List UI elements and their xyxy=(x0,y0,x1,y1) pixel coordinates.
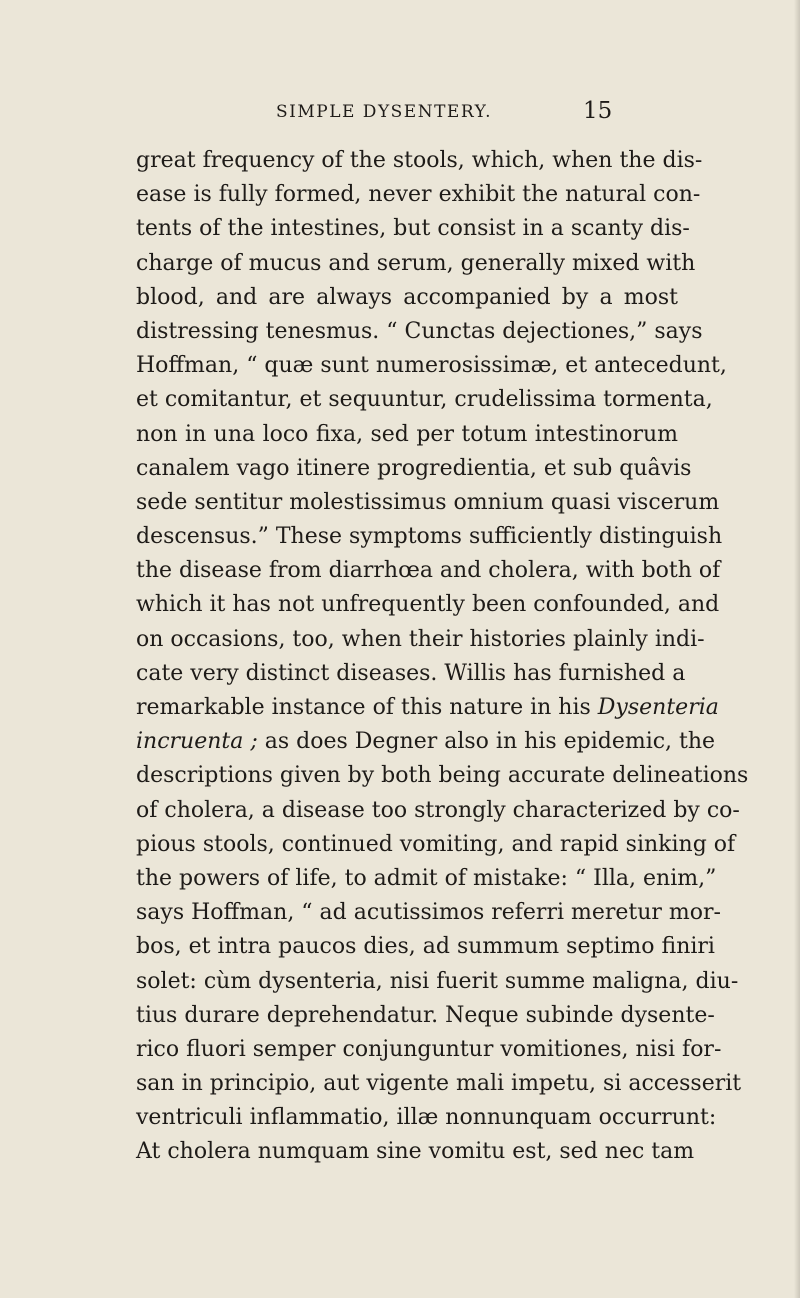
text-line: ventriculi inflammatio, illæ nonnunquam occurrunt: xyxy=(136,1105,717,1131)
text-line: the powers of life, to admit of mistake: “ Illa, enim,” xyxy=(136,865,717,891)
text-line: pious stools, continued vomiting, and rapid sinking of xyxy=(136,831,736,857)
text-line: which it has not unfrequently been confounded, and xyxy=(136,592,720,618)
text-segment: remarkable instance of this nature in his xyxy=(136,695,591,720)
text-line: ease is fully formed, never exhibit the natural con- xyxy=(136,182,701,208)
text-line-with-italic xyxy=(136,725,716,759)
italic-term: incruenta ; xyxy=(136,729,258,755)
text-segment: as does Degner also in his epidemic, the xyxy=(257,729,716,755)
text-line: Hoffman, “ quæ sunt numerosissimæ, et antecedunt, xyxy=(136,353,727,379)
text-line: At cholera numquam sine vomitu est, sed nec tam xyxy=(136,1139,695,1165)
text-line: non in una loco fixa, sed per totum intestinorum xyxy=(136,421,678,447)
text-line: the disease from diarrhœa and cholera, with both of xyxy=(136,558,721,584)
text-line: of cholera, a disease too strongly characterized by co- xyxy=(136,797,740,823)
running-head xyxy=(0,98,800,132)
text-line: charge of mucus and serum, generally mixed with xyxy=(136,250,696,276)
text-line: bos, et intra paucos dies, ad summum septimo finiri xyxy=(136,934,715,960)
text-line: tius durare deprehendatur. Neque subinde dysente- xyxy=(136,1002,715,1028)
text-line: san in principio, aut vigente mali impetu, si accesserit xyxy=(136,1071,742,1097)
text-line-with-italic xyxy=(136,691,719,725)
body-text xyxy=(136,144,749,1170)
text-line: great frequency of the stools, which, when the dis- xyxy=(136,148,703,173)
text-line: descriptions given by both being accurate delineations xyxy=(136,763,749,789)
text-line: descensus.” These symptoms sufficiently distinguish xyxy=(136,524,723,550)
text-line: canalem vago itinere progredientia, et sub quâvis xyxy=(136,455,692,481)
text-line: cate very distinct diseases. Willis has furnished a xyxy=(136,660,686,686)
text-line: sede sentitur molestissimus omnium quasi viscerum xyxy=(136,489,720,515)
text-line: says Hoffman, “ ad acutissimos referri meretur mor- xyxy=(136,900,721,926)
page-edge-shadow xyxy=(794,0,800,1298)
page-number: 15 xyxy=(583,98,613,124)
text-line: on occasions, too, when their histories plainly indi- xyxy=(136,626,705,652)
text-line: distressing tenesmus. “ Cunctas dejectiones,” says xyxy=(136,318,703,344)
text-line: solet: cùm dysenteria, nisi fuerit summe maligna, diu- xyxy=(136,968,739,994)
text-line: tents of the intestines, but consist in a scanty dis- xyxy=(136,216,690,242)
italic-term: Dysenteria xyxy=(597,695,719,720)
text-line: et comitantur, et sequuntur, crudelissima tormenta, xyxy=(136,387,713,413)
running-head-title: SIMPLE DYSENTERY. xyxy=(276,102,493,122)
text-line: rico fluori semper conjunguntur vomitiones, nisi for- xyxy=(136,1036,722,1062)
text-line: blood, and are always accompanied by a most xyxy=(136,284,678,310)
